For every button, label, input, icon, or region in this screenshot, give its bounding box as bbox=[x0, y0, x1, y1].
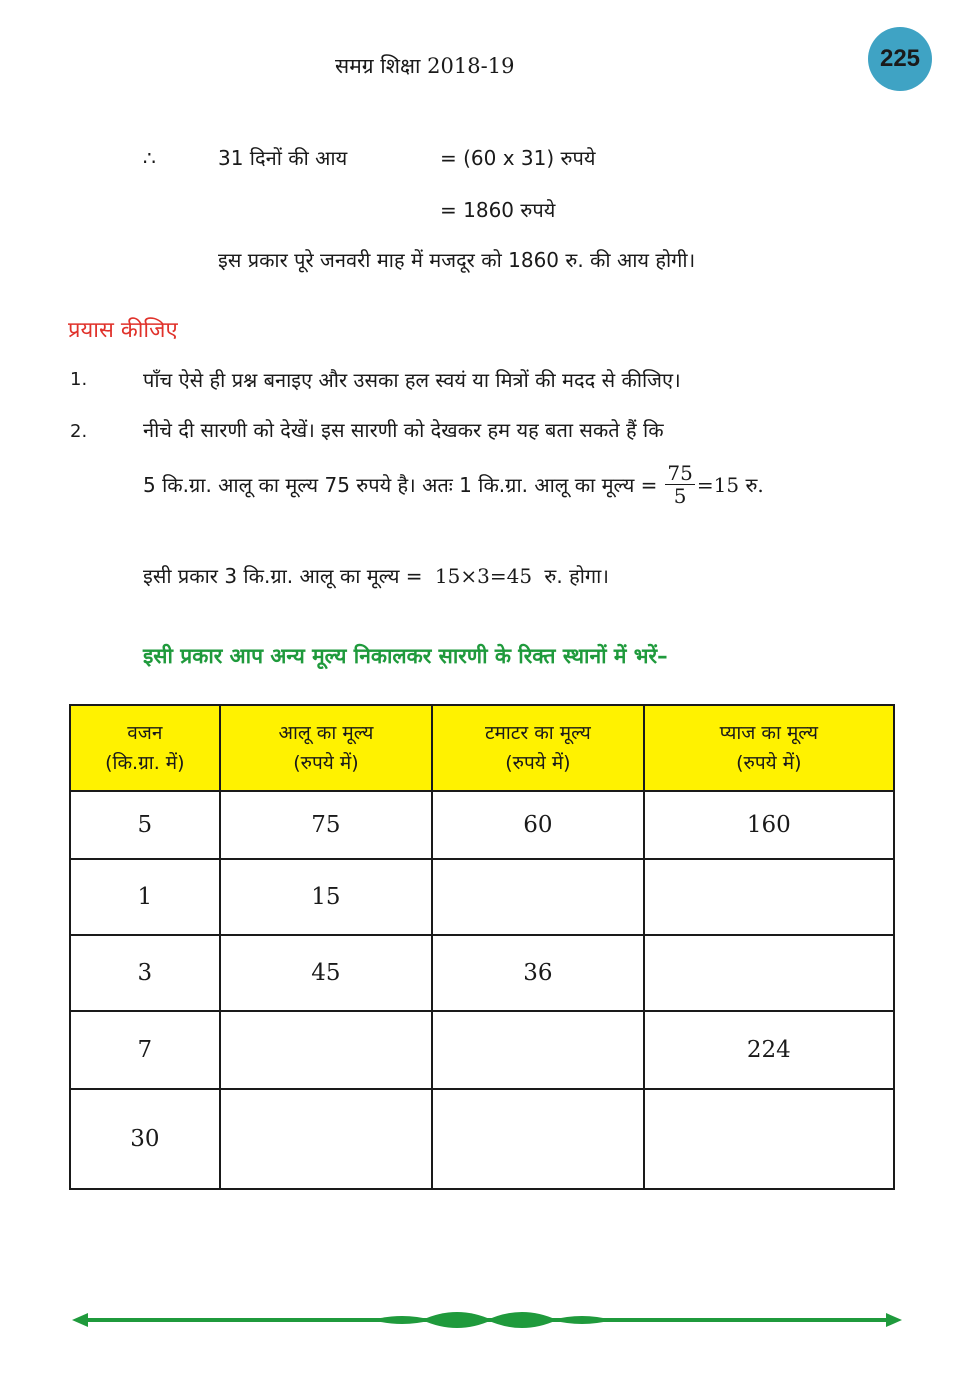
page-number-badge: 225 bbox=[868, 27, 932, 91]
table-cell: 75 bbox=[220, 791, 432, 859]
question-2-number: 2. bbox=[70, 421, 88, 442]
header-tomato-price: टमाटर का मूल्य (रुपये में) bbox=[432, 705, 643, 791]
fraction-numerator: 75 bbox=[667, 461, 693, 485]
table-cell bbox=[432, 859, 643, 935]
table-cell: 5 bbox=[70, 791, 220, 859]
question-2-line3 bbox=[143, 562, 609, 589]
calc-equation-2: = 1860 रुपये bbox=[440, 198, 556, 222]
table-cell: 60 bbox=[432, 791, 643, 859]
question-2-text: नीचे दी सारणी को देखें। इस सारणी को देखकर हम यह बता सकते हैं कि bbox=[143, 418, 664, 442]
table-row bbox=[70, 791, 894, 859]
table-cell bbox=[644, 1089, 894, 1189]
calc-conclusion: इस प्रकार पूरे जनवरी माह में मजदूर को 1860 रु. की आय होगी। bbox=[218, 248, 696, 272]
table-row bbox=[70, 935, 894, 1011]
table-row bbox=[70, 1011, 894, 1089]
table-cell: 224 bbox=[644, 1011, 894, 1089]
table-cell bbox=[432, 1089, 643, 1189]
question-1-number: 1. bbox=[70, 369, 88, 390]
table-cell: 15 bbox=[220, 859, 432, 935]
page-header-title: समग्र शिक्षा 2018-19 bbox=[335, 54, 515, 78]
question-2-fraction-line bbox=[143, 462, 764, 507]
exercise-heading: प्रयास कीजिए bbox=[68, 318, 178, 343]
table-cell: 36 bbox=[432, 935, 643, 1011]
fraction bbox=[665, 462, 694, 507]
question-2-line3-math: 15×3=45 bbox=[434, 564, 533, 588]
table-header-row bbox=[70, 705, 894, 791]
question-2-text-row bbox=[143, 416, 895, 443]
table-cell bbox=[220, 1011, 432, 1089]
table-cell: 160 bbox=[644, 791, 894, 859]
table-instruction: इसी प्रकार आप अन्य मूल्य निकालकर सारणी के रिक्त स्थानों में भरें– bbox=[143, 644, 668, 668]
table-cell bbox=[644, 859, 894, 935]
question-1-text: पाँच ऐसे ही प्रश्न बनाइए और उसका हल स्वयं या मित्रों की मदद से कीजिए। bbox=[143, 368, 681, 392]
question-2-line3-suffix: रु. होगा। bbox=[544, 564, 609, 588]
table-cell bbox=[644, 935, 894, 1011]
header-weight: वजन (कि.ग्रा. में) bbox=[70, 705, 220, 791]
header-onion-price: प्याज का मूल्य (रुपये में) bbox=[644, 705, 894, 791]
table-row bbox=[70, 1089, 894, 1189]
table-cell: 45 bbox=[220, 935, 432, 1011]
table-cell: 1 bbox=[70, 859, 220, 935]
table-row bbox=[70, 859, 894, 935]
decorative-divider bbox=[72, 1300, 902, 1340]
header-potato-price: आलू का मूल्य (रुपये में) bbox=[220, 705, 432, 791]
calc-equation-1: = (60 x 31) रुपये bbox=[440, 146, 596, 170]
fraction-denominator: 5 bbox=[673, 484, 687, 508]
table-cell bbox=[220, 1089, 432, 1189]
table-cell: 30 bbox=[70, 1089, 220, 1189]
question-2-line2-suffix: =15 रु. bbox=[696, 473, 764, 497]
price-table bbox=[69, 704, 895, 1190]
table-cell: 3 bbox=[70, 935, 220, 1011]
calc-label: 31 दिनों की आय bbox=[218, 146, 348, 170]
question-2-line2-prefix: 5 कि.ग्रा. आलू का मूल्य 75 रुपये है। अतः 1 कि.ग्रा. आलू का मूल्य = bbox=[143, 473, 658, 497]
therefore-symbol: ∴ bbox=[143, 146, 156, 170]
table-cell bbox=[432, 1011, 643, 1089]
question-2-line3-prefix: इसी प्रकार 3 कि.ग्रा. आलू का मूल्य = bbox=[143, 564, 423, 588]
table-cell: 7 bbox=[70, 1011, 220, 1089]
